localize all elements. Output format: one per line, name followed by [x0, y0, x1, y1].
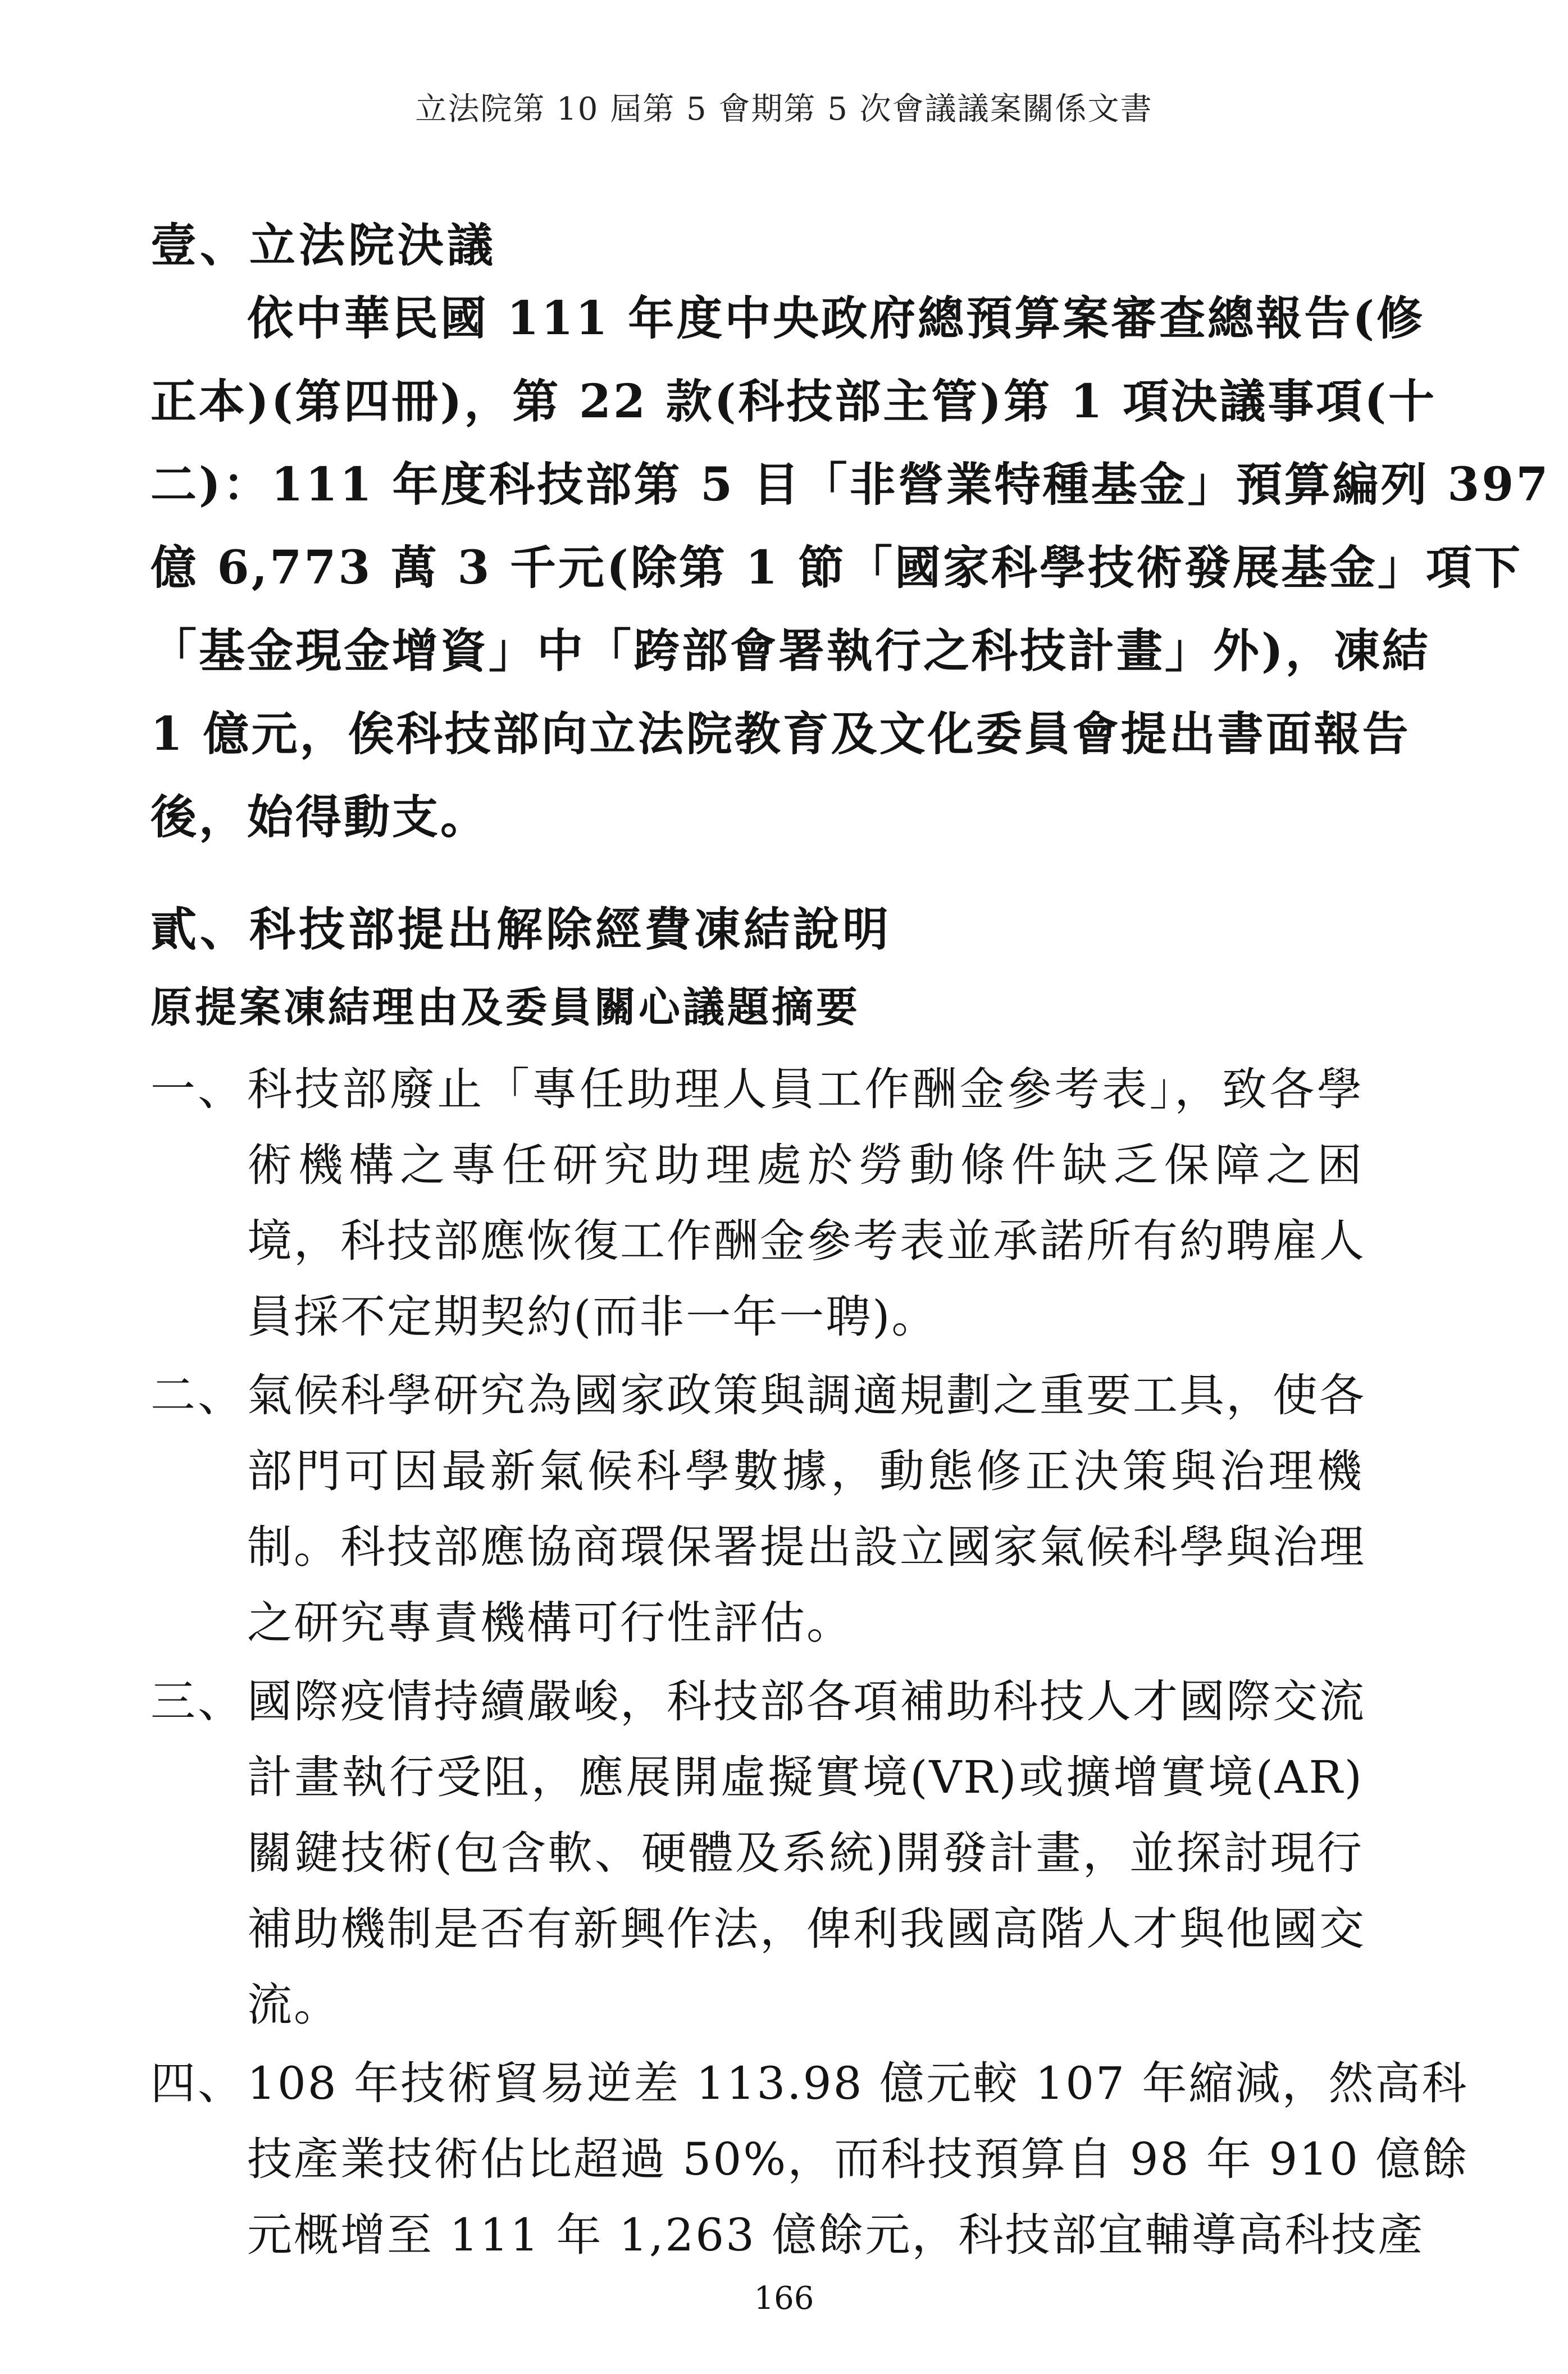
item-line: 科技部廢止「專任助理人員工作酬金參考表」，致各學 [247, 1063, 1364, 1115]
resolution-line: 1 億元，俟科技部向立法院教育及文化委員會提出書面報告 [151, 707, 1411, 761]
running-header: 立法院第 10 屆第 5 會期第 5 次會議議案關係文書 [415, 91, 1153, 127]
item-marker: 一、 [151, 1063, 245, 1115]
item-line: 108 年技術貿易逆差 113.98 億元較 107 年縮減，然高科 [247, 2057, 1469, 2109]
item-line: 部門可因最新氣候科學數據，動態修正決策與治理機 [247, 1445, 1364, 1497]
section-2-subheading: 原提案凍結理由及委員關心議題摘要 [151, 983, 860, 1032]
item-line: 技產業技術佔比超過 50%，而科技預算自 98 年 910 億餘 [247, 2133, 1469, 2185]
item-line: 制。科技部應協商環保署提出設立國家氣候科學與治理 [247, 1521, 1366, 1573]
item-line: 國際疫情持續嚴峻，科技部各項補助科技人才國際交流 [247, 1675, 1366, 1728]
item-line: 術機構之專任研究助理處於勞動條件缺乏保障之困 [247, 1139, 1364, 1191]
resolution-line: 依中華民國 111 年度中央政府總預算案審查總報告(修 [247, 291, 1425, 345]
item-line: 計畫執行受阻，應展開虛擬實境(VR)或擴增實境(AR) [247, 1751, 1364, 1803]
item-line: 補助機制是否有新興作法，俾利我國高階人才與他國交 [247, 1903, 1366, 1955]
item-line: 員採不定期契約(而非一年一聘)。 [247, 1291, 938, 1343]
item-line: 境，科技部應恢復工作酬金參考表並承諾所有約聘雇人 [247, 1215, 1366, 1267]
section-2-heading: 貳、科技部提出解除經費凍結說明 [151, 903, 892, 956]
item-marker: 四、 [151, 2057, 245, 2109]
resolution-line: 億 6,773 萬 3 千元(除第 1 節「國家科學技術發展基金」項下 [151, 541, 1523, 595]
item-line: 氣候科學研究為國家政策與調適規劃之重要工具，使各 [247, 1369, 1366, 1421]
item-line: 流。 [247, 1979, 340, 2031]
page-number: 166 [754, 2280, 814, 2317]
resolution-line: 「基金現金增資」中「跨部會署執行之科技計畫」外)，凍結 [151, 624, 1430, 678]
section-1-heading: 壹、立法院決議 [151, 218, 497, 272]
item-marker: 二、 [151, 1369, 245, 1421]
item-line: 之研究專責機構可行性評估。 [247, 1597, 853, 1649]
item-line: 關鍵技術(包含軟、硬體及系統)開發計畫，並探討現行 [247, 1827, 1364, 1879]
item-line: 元概增至 111 年 1,263 億餘元，科技部宜輔導高科技產 [247, 2209, 1425, 2261]
resolution-line: 二)：111 年度科技部第 5 目「非營業特種基金」預算編列 397 [151, 458, 1551, 512]
item-marker: 三、 [151, 1675, 245, 1728]
resolution-line: 正本)(第四冊)，第 22 款(科技部主管)第 1 項決議事項(十 [151, 375, 1437, 429]
resolution-line: 後，始得動支。 [151, 790, 489, 844]
